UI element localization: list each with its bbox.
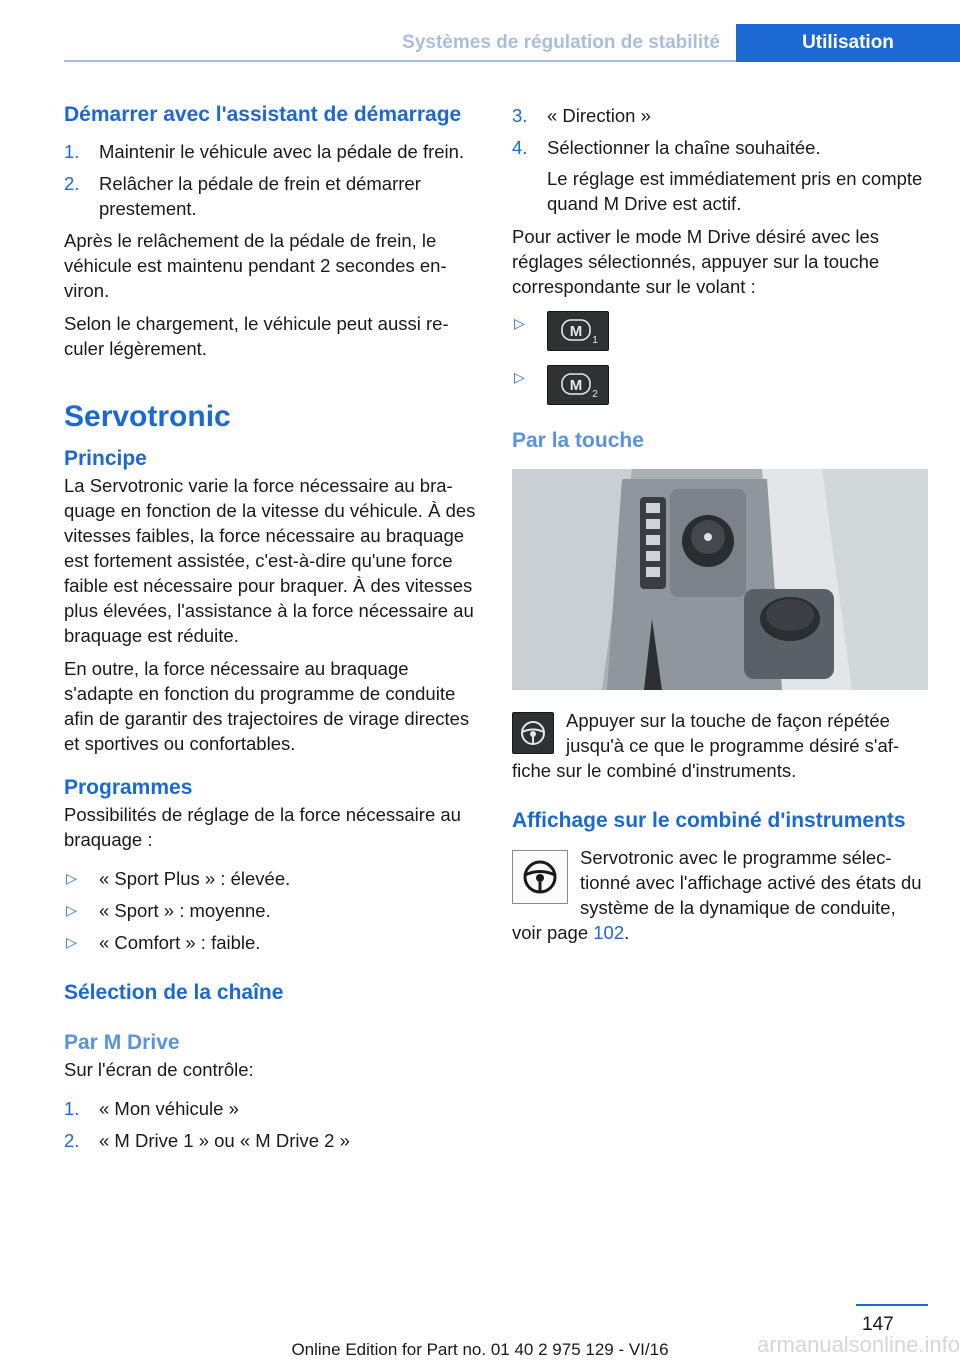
list-item — [512, 135, 928, 160]
heading-par-m-drive: Par M Drive — [64, 1031, 180, 1054]
bullet-text: « Sport Plus » : élevée. — [99, 868, 291, 889]
heading-affichage: Affichage sur le combiné d'instruments — [512, 809, 906, 832]
step-number: 2. — [64, 173, 80, 194]
heading-par-la-touche: Par la touche — [512, 429, 644, 452]
step-text: « M Drive 1 » ou « M Drive 2 » — [99, 1130, 350, 1151]
affichage-text: Servotronic avec le programme sélectionné avec l'affichage activé des états du système de la dynamique de conduite, voir page — [512, 847, 922, 943]
paragraph — [512, 845, 928, 945]
m-letter: M — [569, 323, 583, 340]
header-rule — [64, 60, 736, 62]
watermark: armanualsonline.info — [756, 1332, 960, 1357]
paragraph: Sur l'écran de contrôle: — [64, 1059, 254, 1080]
bullet-triangle-icon: ▷ — [514, 369, 525, 385]
center-console-photo — [512, 469, 928, 690]
footer-rule — [856, 1304, 928, 1306]
header-section-title: Systèmes de régulation de stabilité — [402, 32, 720, 53]
right-column — [512, 103, 928, 953]
bullet-text: « Comfort » : faible. — [99, 932, 261, 953]
step-text: « Direction » — [547, 105, 651, 126]
m2-button-icon — [547, 365, 609, 405]
bullet-text: « Sport » : moyenne. — [99, 900, 271, 921]
step-text: Maintenir le véhicule avec la pédale de frein. — [99, 141, 465, 162]
bullet-triangle-icon: ▷ — [66, 902, 77, 918]
paragraph: La Servotronic varie la force nécessaire au braquage en fonction de la vitesse du véhicule. À des vitesses faibles, la force nécessaire au braquage est fortement assistée, c'est-à-dire qu'une force faible est nécessaire pour braquer. À des vitesses plus élevées, l'assistance à la force nécessaire au braquage est réduite. — [64, 475, 476, 646]
m-subscript: 1 — [592, 335, 598, 346]
list-item — [64, 930, 476, 955]
touche-block — [512, 708, 928, 783]
m-subscript: 2 — [592, 389, 598, 400]
paragraph: En outre, la force nécessaire au braquage s'adapte en fonction du programme de conduite afin de garantir des trajectoires de virage directes et sportives ou confortables. — [64, 658, 470, 754]
list-item — [64, 1128, 476, 1153]
paragraph: Pour activer le mode M Drive désiré avec les réglages sélectionnés, appuyer sur la touche correspondante sur le volant : — [512, 226, 880, 297]
step-number: 2. — [64, 1130, 80, 1151]
steering-wheel-display-icon — [512, 850, 568, 904]
list-item — [512, 103, 928, 128]
heading-servotronic: Servotronic — [64, 400, 231, 433]
paragraph: Selon le chargement, le véhicule peut aussi reculer légèrement. — [64, 313, 449, 359]
paragraph: Possibilités de réglage de la force nécessaire au braquage : — [64, 804, 461, 850]
heading-principe: Principe — [64, 447, 147, 470]
bullet-triangle-icon: ▷ — [66, 934, 77, 950]
left-column — [64, 103, 476, 1160]
step-text: Relâcher la pédale de frein et démarrer prestement. — [99, 173, 421, 219]
step-number: 3. — [512, 105, 528, 126]
heading-selection: Sélection de la chaîne — [64, 981, 284, 1004]
step-text: « Mon véhicule » — [99, 1098, 239, 1119]
affichage-block — [512, 845, 928, 945]
bullet-triangle-icon: ▷ — [66, 870, 77, 886]
step-number: 1. — [64, 141, 80, 162]
steering-wheel-button-icon — [512, 712, 554, 754]
bullet-triangle-icon: ▷ — [514, 315, 525, 331]
paragraph: Appuyer sur la touche de façon répétée jusqu'à ce que le programme désiré s'affiche sur le combiné d'instruments. — [512, 710, 900, 781]
heading-programmes: Programmes — [64, 776, 193, 799]
list-item — [64, 866, 476, 891]
step-number: 1. — [64, 1098, 80, 1119]
page-header — [0, 0, 960, 62]
header-chapter-tab[interactable]: Utilisation — [736, 24, 960, 62]
page-link-102[interactable]: 102 — [593, 922, 625, 943]
page-number: 147 — [862, 1314, 894, 1335]
list-item — [512, 311, 928, 351]
list-item — [64, 1096, 476, 1121]
heading-start-assist: Démarrer avec l'assistant de démarrage — [64, 103, 462, 126]
list-item — [512, 365, 928, 405]
m-letter: M — [569, 377, 583, 394]
paragraph: Après le relâchement de la pédale de frein, le véhicule est maintenu pendant 2 secondes environ. — [64, 230, 447, 301]
step-text: Sélectionner la chaîne souhaitée. — [547, 137, 821, 158]
list-item — [64, 898, 476, 923]
m1-button-icon — [547, 311, 609, 351]
step-number: 4. — [512, 137, 528, 158]
edition-line: Online Edition for Part no. 01 40 2 975 129 - VI/16 — [291, 1340, 669, 1359]
list-item — [64, 171, 476, 221]
list-item — [64, 139, 476, 164]
step-subtext: Le réglage est immédiatement pris en compte quand M Drive est actif. — [547, 168, 923, 214]
affichage-text-end: . — [624, 922, 630, 943]
